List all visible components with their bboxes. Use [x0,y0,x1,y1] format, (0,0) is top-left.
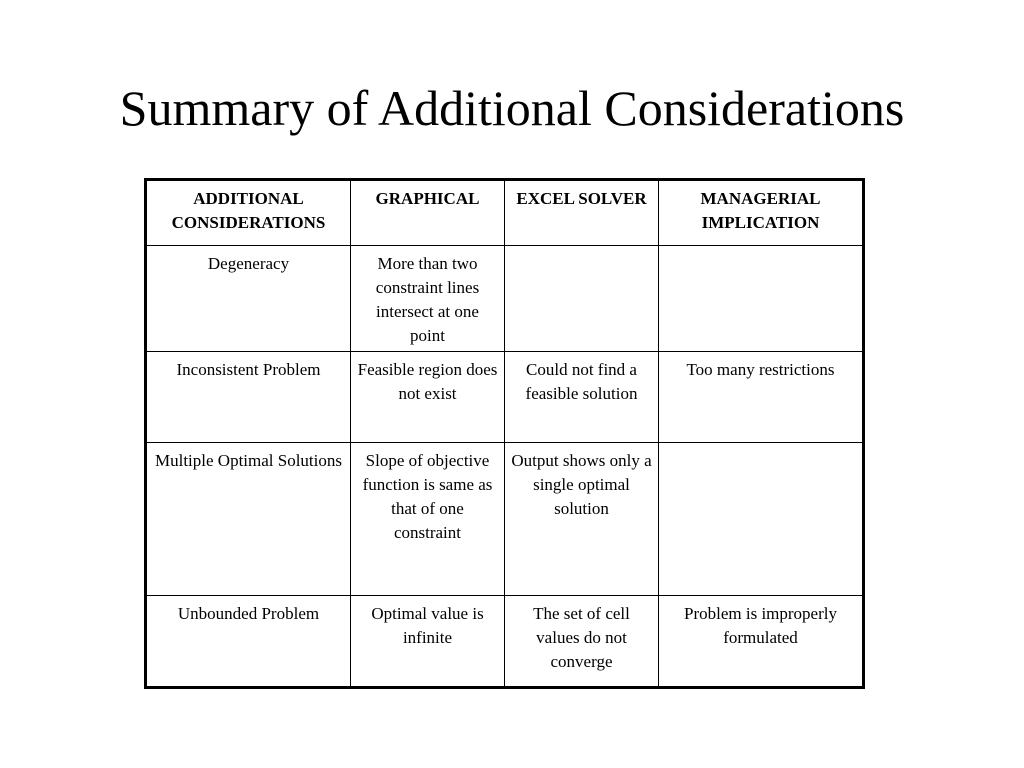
cell-consideration: Unbounded Problem [146,596,351,688]
cell-consideration: Inconsistent Problem [146,352,351,443]
cell-managerial-implication: Problem is improperly formulated [659,596,864,688]
header-additional-considerations: ADDITIONAL CONSIDERATIONS [146,180,351,246]
table-row [146,352,864,443]
header-excel-solver: EXCEL SOLVER [505,180,659,246]
cell-excel-solver [505,246,659,352]
header-graphical: GRAPHICAL [351,180,505,246]
table-row [146,246,864,352]
table-row [146,443,864,596]
cell-excel-solver: Output shows only a single optimal solution [505,443,659,596]
header-managerial-implication: MANAGERIAL IMPLICATION [659,180,864,246]
cell-managerial-implication [659,443,864,596]
cell-graphical: Feasible region does not exist [351,352,505,443]
cell-graphical: Optimal value is infinite [351,596,505,688]
cell-consideration: Multiple Optimal Solutions [146,443,351,596]
cell-excel-solver: The set of cell values do not converge [505,596,659,688]
summary-table [144,178,865,689]
table-header-row [146,180,864,246]
slide-title: Summary of Additional Considerations [119,80,905,136]
table-row [146,596,864,688]
cell-consideration: Degeneracy [146,246,351,352]
cell-managerial-implication [659,246,864,352]
cell-managerial-implication: Too many restrictions [659,352,864,443]
cell-graphical: Slope of objective function is same as that of one constraint [351,443,505,596]
cell-graphical: More than two constraint lines intersect at one point [351,246,505,352]
cell-excel-solver: Could not find a feasible solution [505,352,659,443]
